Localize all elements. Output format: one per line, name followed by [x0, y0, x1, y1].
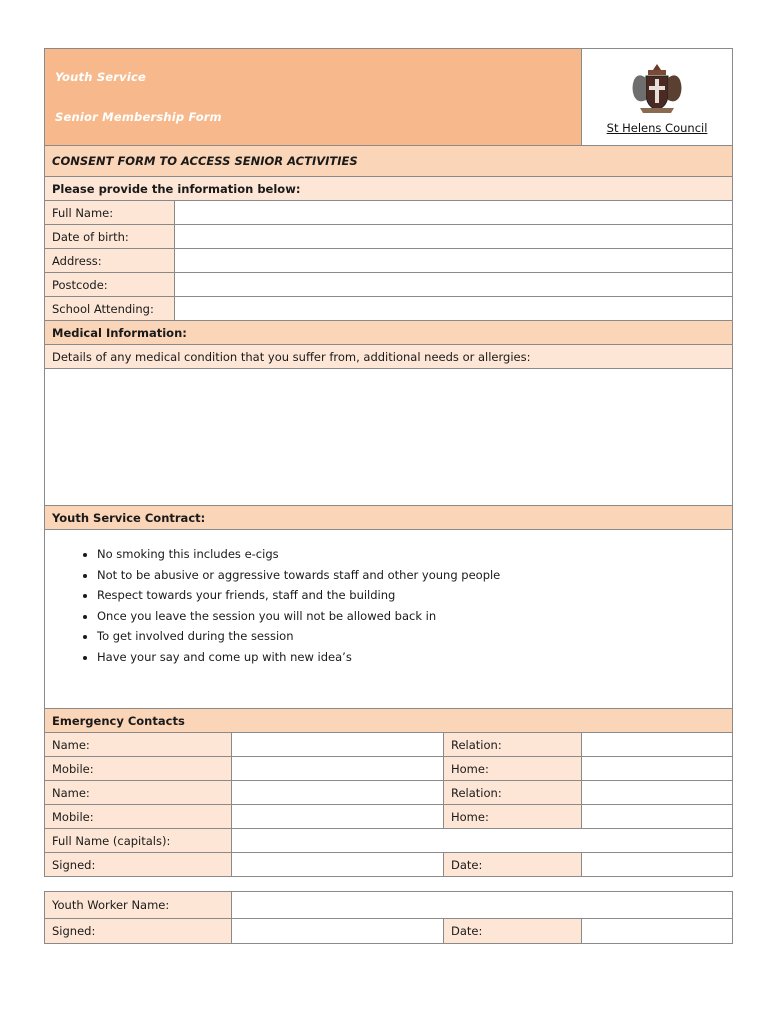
youth-worker-table: [44, 891, 733, 944]
form-title: [45, 49, 582, 146]
list-item: • Respect towards your friends, staff and the building: [97, 585, 725, 606]
membership-form: [44, 48, 732, 944]
worker-name-field[interactable]: [232, 892, 733, 919]
date-field[interactable]: [582, 853, 733, 877]
worker-signed-field[interactable]: [232, 919, 444, 944]
list-item: • No smoking this includes e-cigs: [97, 544, 725, 565]
dob-label: Date of birth:: [45, 225, 175, 249]
contact1-home-label: Home:: [444, 757, 582, 781]
full-name-field[interactable]: [175, 201, 733, 225]
contact2-name-field[interactable]: [232, 781, 444, 805]
worker-date-label: Date:: [444, 919, 582, 944]
list-item: • Once you leave the session you will not be allowed back in: [97, 606, 725, 627]
full-name-capitals-label: Full Name (capitals):: [45, 829, 232, 853]
worker-name-label: Youth Worker Name:: [45, 892, 232, 919]
contact2-relation-label: Relation:: [444, 781, 582, 805]
contact2-relation-field[interactable]: [582, 781, 733, 805]
worker-date-field[interactable]: [582, 919, 733, 944]
date-label: Date:: [444, 853, 582, 877]
contact2-name-label: Name:: [45, 781, 232, 805]
contact2-mobile-label: Mobile:: [45, 805, 232, 829]
signed-field[interactable]: [232, 853, 444, 877]
address-label: Address:: [45, 249, 175, 273]
contact2-home-field[interactable]: [582, 805, 733, 829]
full-name-capitals-field[interactable]: [232, 829, 733, 853]
contact1-name-field[interactable]: [232, 733, 444, 757]
school-field[interactable]: [175, 297, 733, 321]
council-logo: [582, 49, 733, 146]
dob-field[interactable]: [175, 225, 733, 249]
postcode-label: Postcode:: [45, 273, 175, 297]
contact1-relation-label: Relation:: [444, 733, 582, 757]
contact1-name-label: Name:: [45, 733, 232, 757]
title-line-2: Senior Membership Form: [55, 110, 222, 124]
contract-list: [52, 544, 725, 667]
contract-rules: [45, 530, 733, 709]
school-label: School Attending:: [45, 297, 175, 321]
main-form-table: [44, 48, 733, 877]
contact1-home-field[interactable]: [582, 757, 733, 781]
full-name-label: Full Name:: [45, 201, 175, 225]
medical-heading: Medical Information:: [45, 321, 733, 345]
postcode-field[interactable]: [175, 273, 733, 297]
consent-heading: CONSENT FORM TO ACCESS SENIOR ACTIVITIES: [45, 146, 733, 177]
crest-icon: [626, 60, 688, 116]
list-item: • Not to be abusive or aggressive towards staff and other young people: [97, 565, 725, 586]
contract-heading: Youth Service Contract:: [45, 506, 733, 530]
contact2-mobile-field[interactable]: [232, 805, 444, 829]
contact1-relation-field[interactable]: [582, 733, 733, 757]
contact2-home-label: Home:: [444, 805, 582, 829]
emergency-heading: Emergency Contacts: [45, 709, 733, 733]
medical-prompt: Details of any medical condition that you suffer from, additional needs or allergies:: [45, 345, 733, 369]
contact1-mobile-label: Mobile:: [45, 757, 232, 781]
list-item: • Have your say and come up with new idea’s: [97, 647, 725, 668]
signed-label: Signed:: [45, 853, 232, 877]
worker-signed-label: Signed:: [45, 919, 232, 944]
info-heading: Please provide the information below:: [45, 177, 733, 201]
title-line-1: Youth Service: [55, 70, 147, 84]
medical-details-field[interactable]: [45, 369, 733, 506]
council-name: St Helens Council: [606, 120, 708, 135]
contact1-mobile-field[interactable]: [232, 757, 444, 781]
list-item: • To get involved during the session: [97, 626, 725, 647]
address-field[interactable]: [175, 249, 733, 273]
